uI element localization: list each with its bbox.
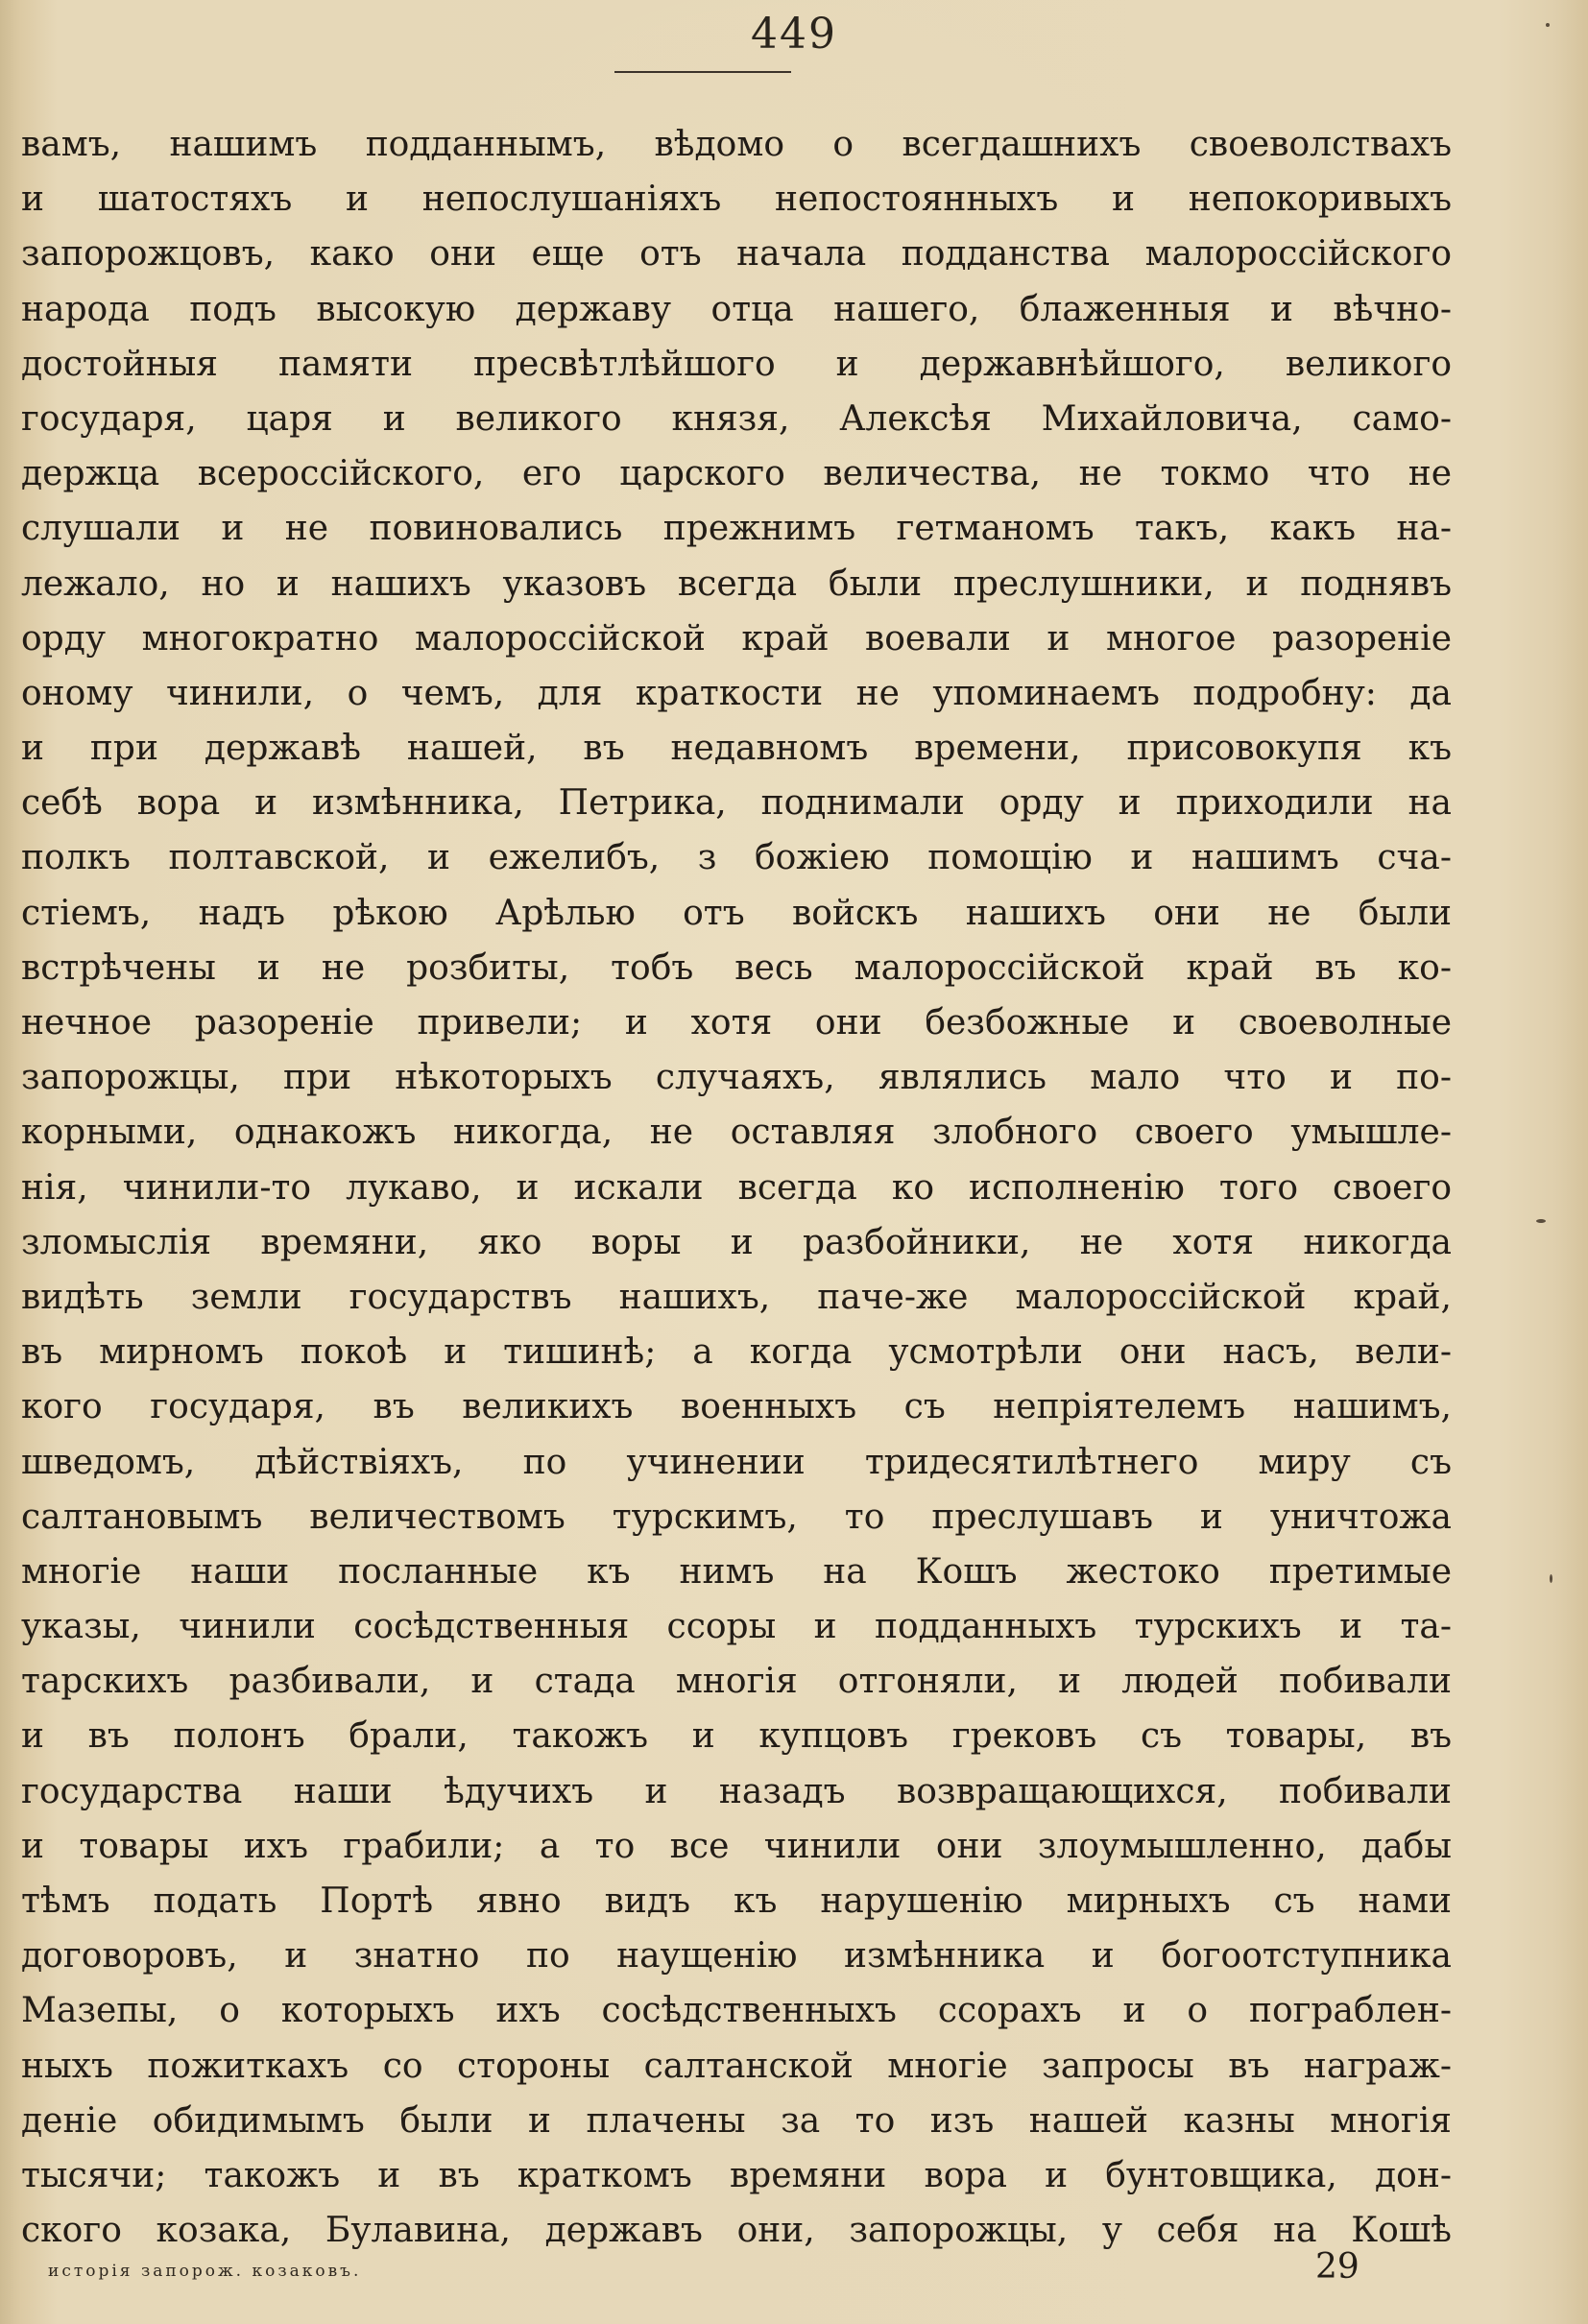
text-line: въ мирномъ покоѣ и тишинѣ; а когда усмотрѣли они насъ, вели- bbox=[21, 1332, 1452, 1373]
text-line: государства наши ѣдучихъ и назадъ возвращающихся, побивали bbox=[21, 1771, 1452, 1811]
text-line: полкъ полтавской, и ежелибъ, з божіею помощію и нашимъ сча- bbox=[21, 838, 1452, 878]
paper-speck bbox=[1536, 1219, 1546, 1223]
text-line: договоровъ, и знатно по наущенію измѣнника и богоотступника bbox=[21, 1936, 1452, 1977]
text-line: Мазепы, о которыхъ ихъ сосѣдственныхъ ссорахъ и о пограблен- bbox=[21, 1991, 1452, 2031]
text-line: кого государя, въ великихъ военныхъ съ непріятелемъ нашимъ, bbox=[21, 1387, 1452, 1427]
paper-speck bbox=[1550, 1574, 1552, 1583]
text-line: запорожцы, при нѣкоторыхъ случаяхъ, являлись мало что и по- bbox=[21, 1058, 1452, 1098]
text-line: шведомъ, дѣйствіяхъ, по учинении тридесятилѣтнего миру съ bbox=[21, 1442, 1452, 1482]
text-line: деніе обидимымъ были и плачены за то изъ нашей казны многія bbox=[21, 2100, 1452, 2141]
text-line: многіе наши посланные къ нимъ на Кошъ жестоко претимые bbox=[21, 1551, 1452, 1592]
text-line: себѣ вора и измѣнника, Петрика, поднимали орду и приходили на bbox=[21, 783, 1452, 824]
text-line: и въ полонъ брали, такожъ и купцовъ грековъ съ товары, въ bbox=[21, 1716, 1452, 1757]
text-line: слушали и не повиновались прежнимъ гетманомъ такъ, какъ на- bbox=[21, 509, 1452, 549]
text-line: и шатостяхъ и непослушаніяхъ непостоянныхъ и непокоривыхъ bbox=[21, 180, 1452, 220]
text-line: нечное разореніе привели; и хотя они безбожные и своеволные bbox=[21, 1003, 1452, 1042]
text-line: достойныя памяти пресвѣтлѣйшого и державнѣйшого, великого bbox=[21, 344, 1452, 384]
text-line: оному чинили, о чемъ, для краткости не упоминаемъ подробну: да bbox=[21, 673, 1452, 713]
text-line: зломыслія времяни, яко воры и разбойники, не хотя никогда bbox=[21, 1222, 1452, 1262]
text-line: и при державѣ нашей, въ недавномъ времени, присовокупя къ bbox=[21, 729, 1452, 769]
text-line: запорожцовъ, како они еще отъ начала подданства малороссійского bbox=[21, 234, 1452, 275]
text-line: видѣть земли государствъ нашихъ, паче-же малороссійской край, bbox=[21, 1277, 1452, 1317]
body-text bbox=[21, 117, 1452, 2258]
text-line: ныхъ пожиткахъ со стороны салтанской многіе запросы въ награж- bbox=[21, 2046, 1452, 2086]
footer-signature-mark: 29 bbox=[1315, 2247, 1359, 2287]
page-number: 449 bbox=[751, 10, 837, 59]
text-line: салтановымъ величествомъ турскимъ, то преслушавъ и уничтожа bbox=[21, 1497, 1452, 1537]
text-line: стіемъ, надъ рѣкою Арѣлью отъ войскъ нашихъ они не были bbox=[21, 893, 1452, 933]
text-line: тѣмъ подать Портѣ явно видъ къ нарушенію мирныхъ съ нами bbox=[21, 1881, 1452, 1921]
footer-running-title: исторія запорож. козаковъ. bbox=[48, 2262, 362, 2281]
text-line: орду многократно малороссійской край воевали и многое разореніе bbox=[21, 618, 1452, 659]
text-line: народа подъ высокую державу отца нашего, блаженныя и вѣчно- bbox=[21, 289, 1452, 329]
text-line: тарскихъ разбивали, и стада многія отгоняли, и людей побивали bbox=[21, 1662, 1452, 1702]
text-line: ского козака, Булавина, державъ они, запорожцы, у себя на Кошѣ bbox=[21, 2211, 1452, 2251]
text-line: указы, чинили сосѣдственныя ссоры и подданныхъ турскихъ и та- bbox=[21, 1607, 1452, 1647]
header-rule bbox=[614, 71, 791, 73]
text-line: государя, царя и великого князя, Алексѣя Михайловича, само- bbox=[21, 398, 1452, 439]
text-line: тысячи; такожъ и въ краткомъ времяни вора и бунтовщика, дон- bbox=[21, 2155, 1452, 2195]
text-line: нія, чинили-то лукаво, и искали всегда ко исполненію того своего bbox=[21, 1167, 1452, 1208]
text-line: корными, однакожъ никогда, не оставляя злобного своего умышле- bbox=[21, 1113, 1452, 1153]
text-line: и товары ихъ грабили; а то все чинили они злоумышленно, дабы bbox=[21, 1826, 1452, 1866]
text-line: держца всероссійского, его царского величества, не токмо что не bbox=[21, 454, 1452, 494]
text-line: встрѣчены и не розбиты, тобъ весь малороссійской край въ ко- bbox=[21, 947, 1452, 988]
text-line: лежало, но и нашихъ указовъ всегда были преслушники, и поднявъ bbox=[21, 563, 1452, 604]
paper-speck bbox=[1546, 23, 1550, 27]
text-line: вамъ, нашимъ подданнымъ, вѣдомо о всегдашнихъ своеволствахъ bbox=[21, 125, 1452, 164]
